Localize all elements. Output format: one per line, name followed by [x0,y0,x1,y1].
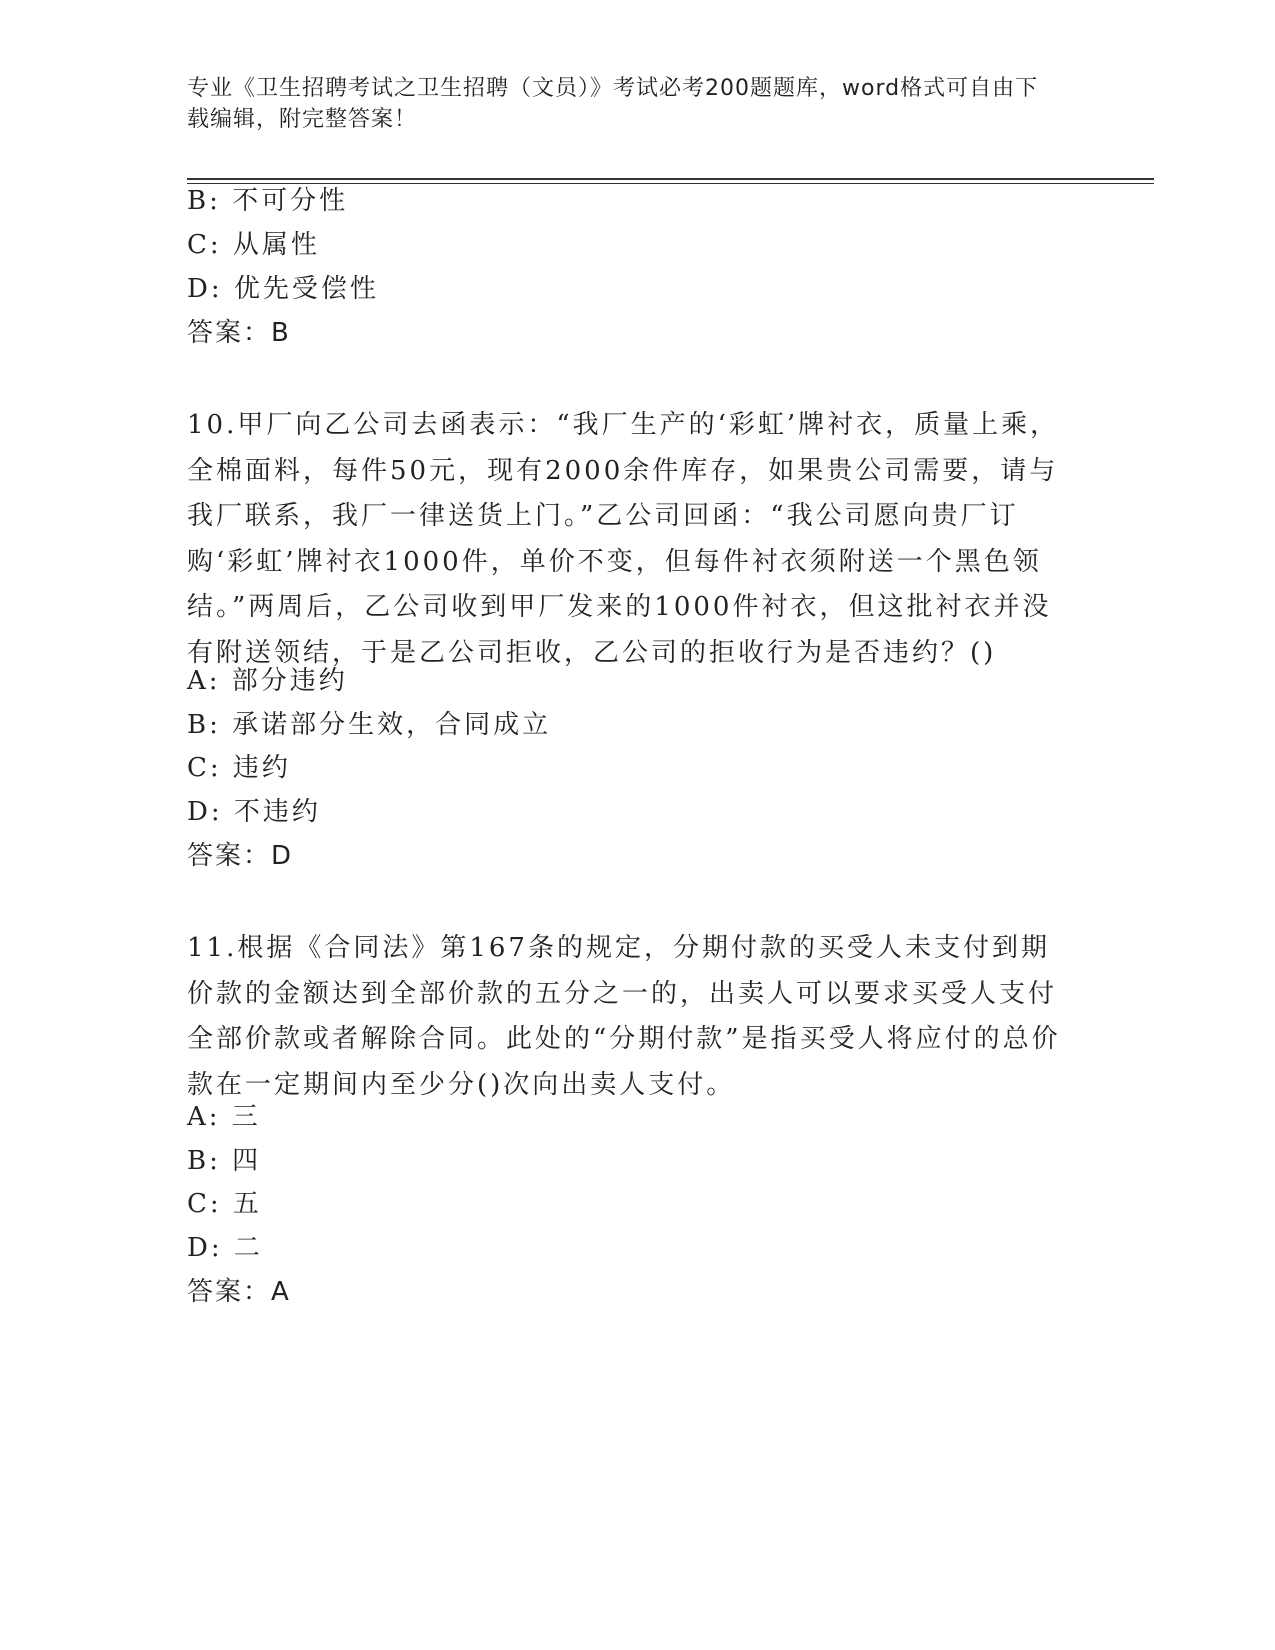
question-11-option-d: D: 二 [187,1233,263,1263]
option-d: D: 优先受偿性 [187,274,379,304]
option-b: B: 不可分性 [187,186,349,216]
question-10-answer: 答案：D [187,841,294,871]
question-10-stem: 10.甲厂向乙公司去函表示：“我厂生产的‘彩虹’牌衬衣，质量上乘，全棉面料，每件50元，现有2000余件库存，如果贵公司需要，请与我厂联系，我厂一律送货上门。”乙公司回函：“我公司愿向贵厂订购‘彩虹’牌衬衣1000件，单价不变，但每件衬衣须附送一个黑色领结。”两周后，乙公司收到甲厂发来的1000件衬衣，但这批衬衣并没有附送领结，于是乙公司拒收，乙公司的拒收行为是否违约？() [187,410,1060,668]
header-rule-thick [187,178,1154,180]
option-c: C: 从属性 [187,230,320,260]
question-11-option-b: B: 四 [187,1146,262,1176]
document-header: 专业《卫生招聘考试之卫生招聘（文员）》考试必考200题题库，word格式可自由下载编辑，附完整答案！ [187,76,1039,132]
question-10-option-b: B: 承诺部分生效，合同成立 [187,710,552,740]
question-11-stem: 11.根据《合同法》第167条的规定，分期付款的买受人未支付到期价款的金额达到全部价款的五分之一的，出卖人可以要求买受人支付全部价款或者解除合同。此处的“分期付款”是指买受人将应付的总价款在一定期间内至少分()次向出卖人支付。 [187,933,1061,1100]
answer-line: 答案：B [187,318,291,348]
question-11-answer: 答案：A [187,1277,291,1307]
question-10-option-d: D: 不违约 [187,797,321,827]
question-10-option-a: A: 部分违约 [187,666,348,696]
question-11-option-a: A: 三 [187,1102,261,1132]
question-10-option-c: C: 违约 [187,753,291,783]
question-11-option-c: C: 五 [187,1189,262,1219]
